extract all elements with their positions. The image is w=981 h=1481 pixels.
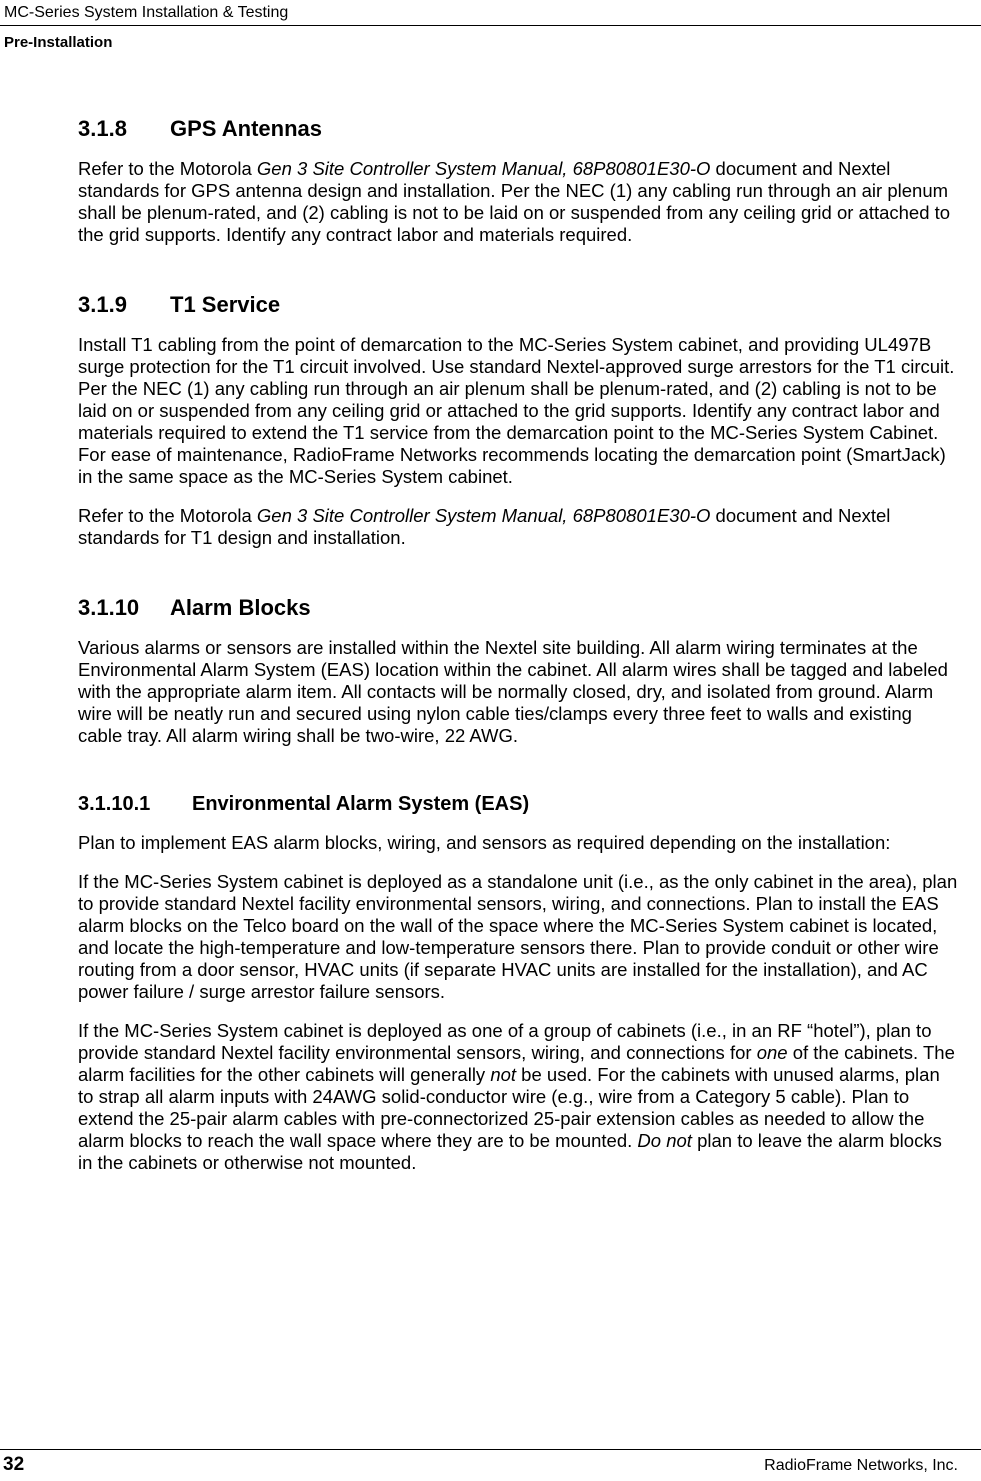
section-number: 3.1.10.1 (78, 793, 151, 815)
page-footer (0, 1449, 981, 1476)
section-title: Environmental Alarm System (EAS) (192, 793, 530, 815)
section-number: 3.1.10 (78, 595, 140, 620)
footer-company: RadioFrame Networks, Inc. (764, 1457, 958, 1474)
paragraph: Various alarms or sensors are installed within the Nextel site building. All alarm wiring terminates at the Environmental Alarm System (EAS) location within the cabinet. All alarm wires shall be tagged and labeled with the appropriate alarm item. All contacts will be normally closed, dry, and isolated from ground. Alarm wire will be neatly run and secured using nylon cable ties/clamps every three feet to walls and existing cable tray. All alarm wiring shall be two-wire, 22 AWG. (78, 637, 948, 746)
section-gps-antennas (78, 116, 959, 246)
section-number: 3.1.8 (78, 116, 127, 141)
section-heading-gps-antennas (78, 116, 959, 141)
section-title: GPS Antennas (170, 116, 322, 141)
page-header (0, 0, 981, 52)
section-title: Alarm Blocks (170, 595, 311, 620)
paragraph: If the MC-Series System cabinet is deployed as one of a group of cabinets (i.e., in an RF “hotel”), plan to provide standard Nextel facility environmental sensors, wiring, and connections for one of the cabinets. The alarm facilities for the other cabinets will generally not be used. For the cabinets with unused alarms, plan to strap all alarm inputs with 24AWG solid-conductor wire (e.g., wire from a Category 5 cable). Plan to extend the 25-pair alarm cables with pre-connectorized 25-pair extension cables as needed to allow the alarm blocks to reach the wall space where they are to be mounted. Do not plan to leave the alarm blocks in the cabinets or otherwise not mounted. (78, 1020, 955, 1173)
page-number: 32 (3, 1454, 25, 1475)
section-environmental-alarm-system (78, 793, 959, 1174)
section-heading-alarm-blocks (78, 595, 959, 620)
section-heading-environmental-alarm-system (78, 793, 959, 816)
header-chapter-label: Pre-Installation (4, 34, 113, 51)
section-title: T1 Service (170, 292, 281, 317)
section-number: 3.1.9 (78, 292, 127, 317)
paragraph: If the MC-Series System cabinet is deployed as a standalone unit (i.e., as the only cabinet in the area), plan to provide standard Nextel facility environmental sensors, wiring, and connections. Plan to install the EAS alarm blocks on the Telco board on the wall of the space where the MC-Series System cabinet is located, and locate the high-temperature and low-temperature sensors there. Plan to provide conduit or other wire routing from a door sensor, HVAC units (if separate HVAC units are installed for the installation), and AC power failure / surge arrestor failure sensors. (78, 871, 958, 1002)
page-content (0, 116, 981, 1174)
document-title: MC-Series System Installation & Testing (0, 0, 981, 26)
section-t1-service (78, 292, 959, 549)
paragraph: Install T1 cabling from the point of demarcation to the MC-Series System cabinet, and providing UL497B surge protection for the T1 circuit involved. Use standard Nextel-approved surge arrestors for the T1 circuit. Per the NEC (1) any cabling run through an air plenum shall be plenum-rated, and (2) cabling is not to be laid on or suspended from any ceiling grid or attached to the grid supports. Identify any contract labor and materials required to extend the T1 service from the demarcation point to the MC-Series System Cabinet. For ease of maintenance, RadioFrame Networks recommends locating the demarcation point (SmartJack) in the same space as the MC-Series System cabinet. (78, 334, 955, 487)
paragraph: Plan to implement EAS alarm blocks, wiring, and sensors as required depending on the installation: (78, 832, 891, 853)
section-alarm-blocks (78, 595, 959, 747)
paragraph: Refer to the Motorola Gen 3 Site Controller System Manual, 68P80801E30-O document and Nextel standards for T1 design and installation. (78, 505, 891, 548)
section-heading-t1-service (78, 292, 959, 317)
paragraph: Refer to the Motorola Gen 3 Site Controller System Manual, 68P80801E30-O document and Nextel standards for GPS antenna design and installation. Per the NEC (1) any cabling run through an air plenum shall be plenum-rated, and (2) cabling is not to be laid on or suspended from any ceiling grid or attached to the grid supports. Identify any contract labor and materials required. (78, 158, 951, 245)
